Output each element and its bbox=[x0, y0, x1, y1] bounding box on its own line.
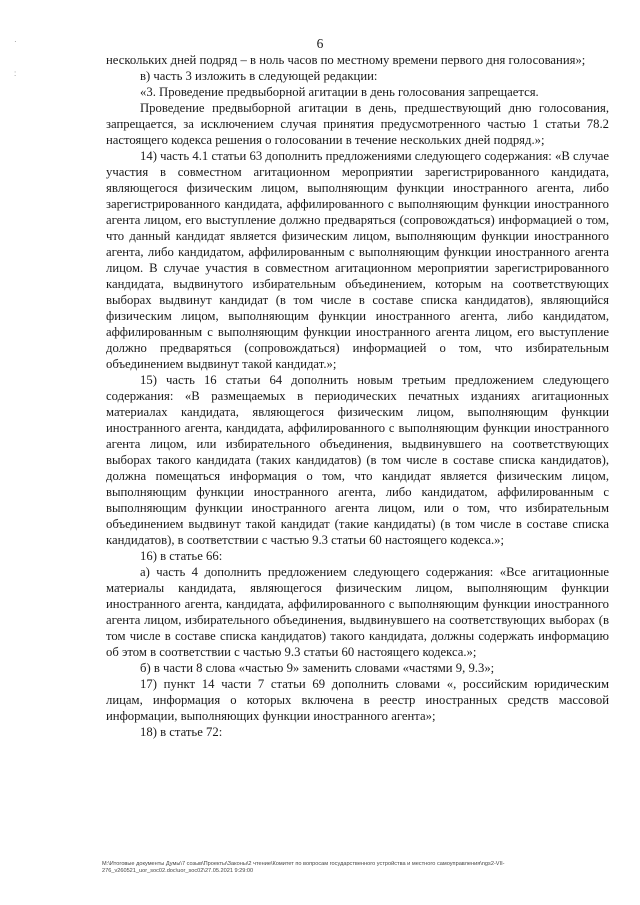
paragraph: в) часть 3 изложить в следующей редакции: bbox=[140, 69, 378, 83]
paragraph: нескольких дней подряд – в ноль часов по местному времени первого дня голосования»; bbox=[106, 53, 586, 67]
paragraph: 14) часть 4.1 статьи 63 дополнить предложениями следующего содержания: «В случае участия в совместном агитационном мероприятии зарегистрированного кандидата, являющегося физическим лицом, выполняющим функции иностранного агента, либо зарегистрированного кандидата, аффилированного с выполняющим функции иностранного агента лицом, его выступление должно предваряться (сопровождаться) информацией о том, что данный кандидат является физическим лицом, выполняющим функции иностранного агента, либо кандидатом, аффилированным с выполняющим функции иностранного агента лицом. В случае участия в совместном агитационном мероприятии зарегистрированного кандидата, выдвинутого избирательным объединением, которым на соответствующих выборах выдвинут кандидат (в том числе в составе списка кандидатов), являющийся физическим лицом, выполняющим функции иностранного агента, либо кандидатом, аффилированным с выполняющим функции иностранного агента лицом, его выступление должно предваряться (сопровождаться) информацией о том, что избирательным объединением выдвинут такой кандидат.»; bbox=[106, 149, 609, 371]
paragraph: а) часть 4 дополнить предложением следующего содержания: «Все агитационные материалы кандидата, являющегося физическим лицом, выполняющим функции иностранного агента, кандидата, аффилированного с выполняющим функции иностранного агента лицом, избирательного объединения, выдвинувшего на соответствующих выборах (в том числе в составе списка кандидатов) такого кандидата, должны содержать информацию об этом в соответствии с частью 9.3 статьи 60 настоящего кодекса.»; bbox=[106, 565, 609, 659]
page-number: 6 bbox=[316, 36, 324, 51]
paragraph: 15) часть 16 статьи 64 дополнить новым третьим предложением следующего содержания: «В размещаемых в периодических печатных изданиях агитационных материалах кандидата, являющегося физическим лицом, выполняющим функции иностранного агента, кандидата, аффилированного с выполняющим функции иностранного агента лицом, или избирательного объединения, выдвинувшего на соответствующих выборах такого кандидата (таких кандидатов) (в том числе в составе списка кандидатов), должна помещаться информация о том, что кандидат является физическим лицом, выполняющим функции иностранного агента, либо кандидатом, аффилированным с выполняющим функции иностранного агента лицом, или о том, что избирательным объединением выдвинут такой кандидат (такие кандидаты) (в том числе в составе списка кандидатов), в соответствии с частью 9.3 статьи 60 настоящего кодекса.»; bbox=[106, 373, 609, 547]
paragraph: 18) в статье 72: bbox=[140, 725, 223, 739]
paragraph: б) в части 8 слова «частью 9» заменить словами «частями 9, 9.3»; bbox=[140, 661, 495, 675]
paragraph: Проведение предвыборной агитации в день, предшествующий дню голосования, запрещается, за исключением случая принятия предусмотренного частью 1 статьи 78.2 настоящего кодекса решения о голосовании в течение нескольких дней подряд.»; bbox=[106, 101, 609, 147]
document-body bbox=[106, 52, 609, 740]
paragraph: 17) пункт 14 части 7 статьи 69 дополнить словами «, российским юридическим лицам, информация о которых включена в реестр иностранных средств массовой информации, выполняющих функции иностранного агента»; bbox=[106, 677, 609, 723]
margin-mark: : bbox=[14, 69, 17, 78]
file-path-footer: M:\Итоговые документы Думы\7 созыв\Проекты\Законы\2 чтение\Комитет по вопросам государственного устройства и местного самоуправления\ngs2-VII-276_v260521_uor_soc02.doc\uor_soc02\27.05.2021 9:29:00 bbox=[102, 861, 505, 875]
paragraph: 16) в статье 66: bbox=[140, 549, 223, 563]
paragraph: «3. Проведение предвыборной агитации в день голосования запрещается. bbox=[140, 85, 539, 99]
margin-mark: · bbox=[14, 37, 17, 46]
